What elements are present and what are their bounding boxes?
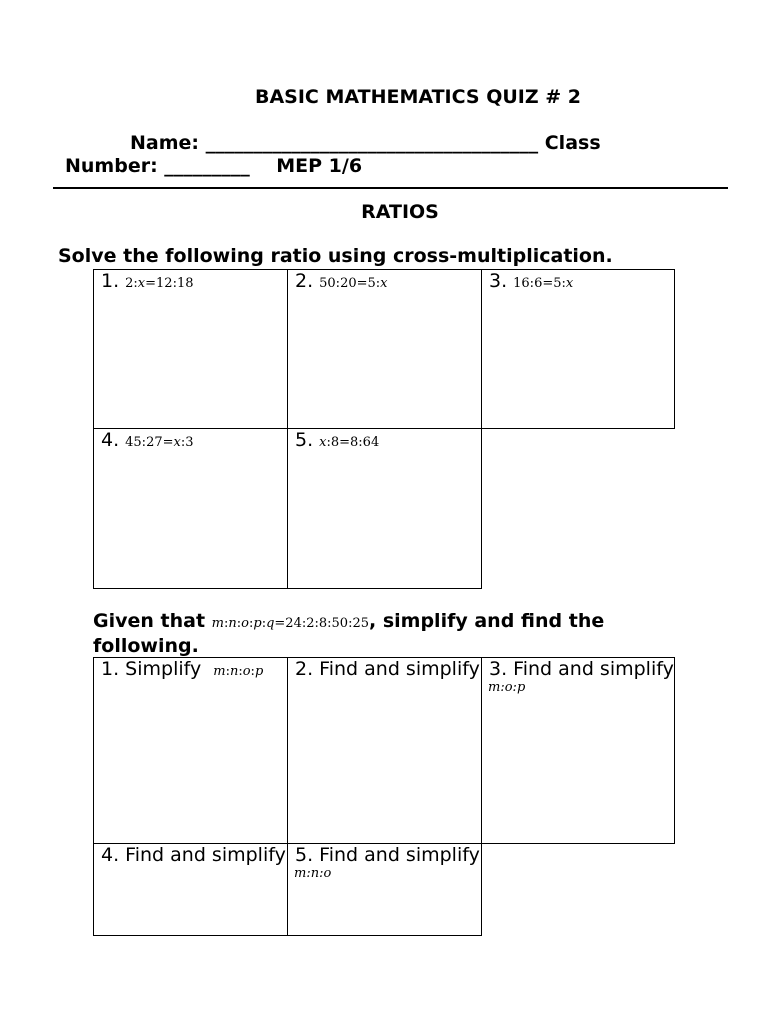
problem-cell-3 (481, 269, 675, 429)
problem-number: 2. (295, 270, 314, 292)
simplify-label: 2. Find and simplify (295, 658, 480, 680)
problem-expression: 50:20=5:x (319, 276, 388, 291)
simplify-cell-1 (93, 657, 288, 844)
instruction-prefix: Given that (93, 610, 212, 632)
ratio-problems-grid (93, 269, 674, 589)
instruction-math: m:n:o:p:q=24:2:8:50:25 (211, 616, 369, 631)
quiz-title: BASIC MATHEMATICS QUIZ # 2 (254, 86, 582, 108)
problem-cell-2 (287, 269, 482, 429)
name-class-line: Name: ___________________________________ Class (130, 132, 601, 154)
problem-number: 3. (489, 270, 508, 292)
simplify-problems-grid (93, 657, 674, 936)
problem-expression: 16:6=5:x (513, 276, 574, 291)
simplify-expression: m:n:o:p (213, 664, 264, 679)
problem-cell-1 (93, 269, 288, 429)
problem-cell-5 (287, 428, 482, 589)
problem-expression: 2:x=12:18 (125, 276, 194, 291)
simplify-cell-3 (481, 657, 675, 844)
simplify-instruction (93, 610, 683, 658)
section-heading: RATIOS (361, 201, 439, 223)
problem-number: 1. (101, 270, 120, 292)
simplify-label: 1. Simplify (101, 658, 202, 680)
simplify-label: 4. Find and simplify (101, 844, 286, 866)
header-divider (53, 187, 728, 189)
problem-cell-4 (93, 428, 288, 589)
number-mep-line: Number: _________ MEP 1/6 (65, 155, 363, 177)
simplify-expression: m:n:o (294, 866, 332, 881)
simplify-expression: m:o:p (488, 680, 526, 695)
simplify-cell-5 (287, 843, 482, 936)
instruction-suffix: , simplify and find the following. (93, 610, 605, 657)
problem-expression: 45:27=x:3 (125, 435, 194, 450)
simplify-cell-4 (93, 843, 288, 936)
simplify-label: 3. Find and simplify (489, 658, 674, 680)
problem-number: 5. (295, 429, 314, 451)
problem-number: 4. (101, 429, 120, 451)
problem-expression: x:8=8:64 (319, 435, 380, 450)
cross-multiplication-instruction: Solve the following ratio using cross-multiplication. (58, 245, 613, 267)
simplify-label: 5. Find and simplify (295, 844, 480, 866)
simplify-cell-2 (287, 657, 482, 844)
